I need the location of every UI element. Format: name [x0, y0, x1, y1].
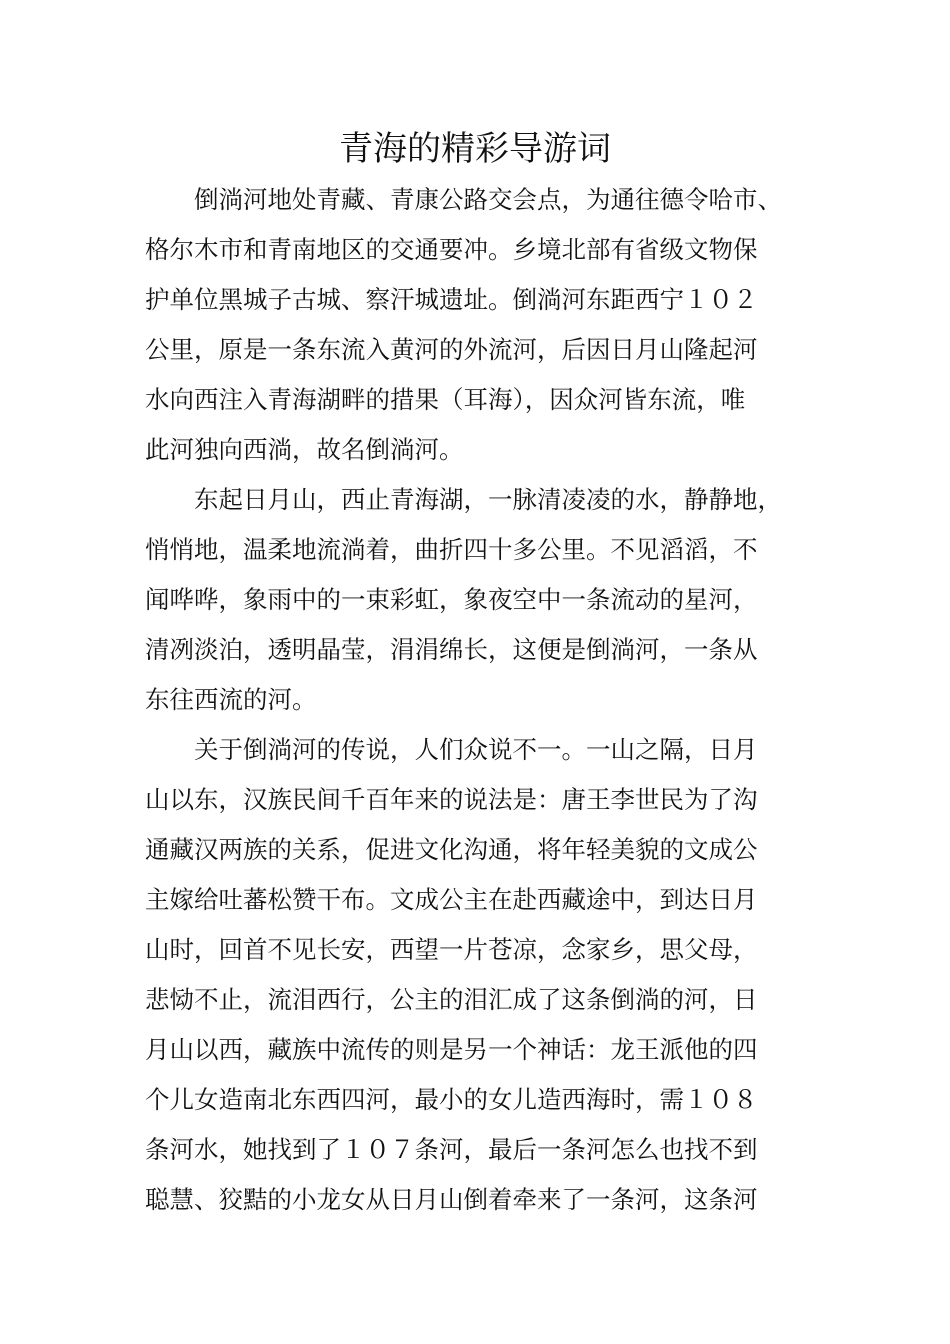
paragraph-line: 悲恸不止，流泪西行，公主的泪汇成了这条倒淌的河，日 — [145, 985, 758, 1014]
paragraph-line: 通藏汉两族的关系，促进文化沟通，将年轻美貌的文成公 — [145, 835, 758, 864]
paragraph-line: 东起日月山，西止青海湖，一脉清凌凌的水，静静地， — [194, 485, 782, 514]
paragraph-line: 倒淌河地处青藏、青康公路交会点，为通往德令哈市、 — [194, 185, 782, 214]
paragraph-line: 聪慧、狡黠的小龙女从日月山倒着牵来了一条河，这条河 — [145, 1185, 758, 1214]
paragraph-line: 关于倒淌河的传说，人们众说不一。一山之隔，日月 — [194, 735, 758, 764]
paragraph-line: 条河水，她找到了１０７条河，最后一条河怎么也找不到 — [145, 1135, 758, 1164]
paragraph-1 — [145, 175, 825, 475]
paragraph-line: 个儿女造南北东西四河，最小的女儿造西海时，需１０８ — [145, 1085, 758, 1114]
paragraph-line: 水向西注入青海湖畔的措果（耳海），因众河皆东流，唯 — [145, 385, 746, 414]
paragraph-3 — [145, 725, 825, 1225]
paragraph-line: 护单位黑城子古城、察汗城遗址。倒淌河东距西宁１０２ — [145, 285, 758, 314]
paragraph-line: 东往西流的河。 — [145, 685, 317, 714]
paragraph-line: 此河独向西淌，故名倒淌河。 — [145, 435, 464, 464]
paragraph-line: 月山以西，藏族中流传的则是另一个神话：龙王派他的四 — [145, 1035, 758, 1064]
paragraph-line: 山时，回首不见长安，西望一片苍凉，念家乡，思父母， — [145, 935, 758, 964]
paragraph-line: 格尔木市和青南地区的交通要冲。乡境北部有省级文物保 — [145, 235, 758, 264]
paragraph-line: 公里，原是一条东流入黄河的外流河，后因日月山隆起河 — [145, 335, 758, 364]
paragraph-line: 闻哗哗，象雨中的一束彩虹，象夜空中一条流动的星河， — [145, 585, 758, 614]
paragraph-line: 主嫁给吐蕃松赞干布。文成公主在赴西藏途中，到达日月 — [145, 885, 758, 914]
paragraph-line: 山以东，汉族民间千百年来的说法是：唐王李世民为了沟 — [145, 785, 758, 814]
paragraph-2 — [145, 475, 825, 725]
paragraph-line: 悄悄地，温柔地流淌着，曲折四十多公里。不见滔滔，不 — [145, 535, 758, 564]
document-body — [145, 175, 825, 1225]
paragraph-line: 清冽淡泊，透明晶莹，涓涓绵长，这便是倒淌河，一条从 — [145, 635, 758, 664]
page-title: 青海的精彩导游词 — [339, 129, 611, 169]
